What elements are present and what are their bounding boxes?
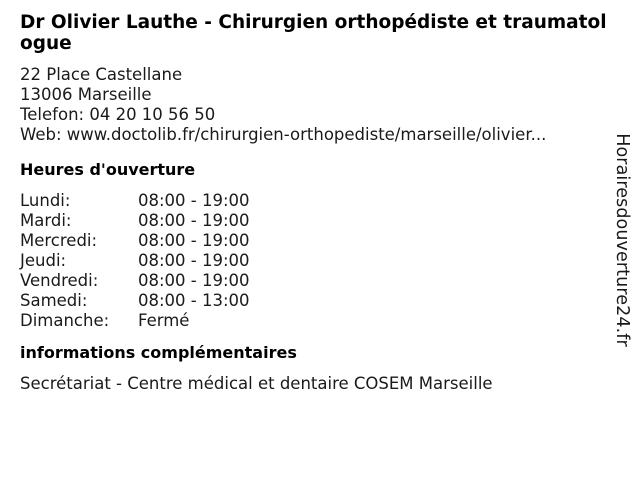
- day-label: Mercredi:: [20, 231, 98, 250]
- time-range: 08:00 - 19:00: [138, 251, 250, 270]
- hours-row-sunday: [20, 311, 610, 331]
- opening-hours-table: [20, 191, 610, 331]
- day-label: Lundi:: [20, 191, 71, 210]
- address-block: [20, 65, 610, 145]
- time-range: 08:00 - 19:00: [138, 271, 250, 290]
- listing-card: [20, 12, 610, 394]
- day-label: Samedi:: [20, 291, 88, 310]
- hours-row-tuesday: [20, 211, 610, 231]
- website-link[interactable]: Web: www.doctolib.fr/chirurgien-orthopediste/marseille/olivier...: [20, 125, 547, 144]
- additional-info-heading: informations complémentaires: [20, 343, 297, 362]
- hours-row-saturday: [20, 291, 610, 311]
- phone-number[interactable]: Telefon: 04 20 10 56 50: [20, 105, 216, 124]
- additional-info-text: Secrétariat - Centre médical et dentaire COSEM Marseille: [20, 374, 493, 393]
- day-label: Jeudi:: [20, 251, 67, 270]
- hours-row-wednesday: [20, 231, 610, 251]
- time-range: 08:00 - 19:00: [138, 231, 250, 250]
- street-address: 22 Place Castellane: [20, 65, 183, 84]
- hours-row-thursday: [20, 251, 610, 271]
- hours-row-friday: [20, 271, 610, 291]
- site-brand-label: Horairesdouverture24.fr: [612, 133, 632, 347]
- time-range: Fermé: [138, 311, 190, 330]
- time-range: 08:00 - 19:00: [138, 211, 250, 230]
- time-range: 08:00 - 13:00: [138, 291, 250, 310]
- opening-hours-heading: Heures d'ouverture: [20, 160, 196, 179]
- hours-row-monday: [20, 191, 610, 211]
- city-address: 13006 Marseille: [20, 85, 152, 104]
- day-label: Dimanche:: [20, 311, 110, 330]
- day-label: Vendredi:: [20, 271, 99, 290]
- time-range: 08:00 - 19:00: [138, 191, 250, 210]
- page-title: Dr Olivier Lauthe - Chirurgien orthopédiste et traumatologue: [20, 12, 607, 54]
- day-label: Mardi:: [20, 211, 72, 230]
